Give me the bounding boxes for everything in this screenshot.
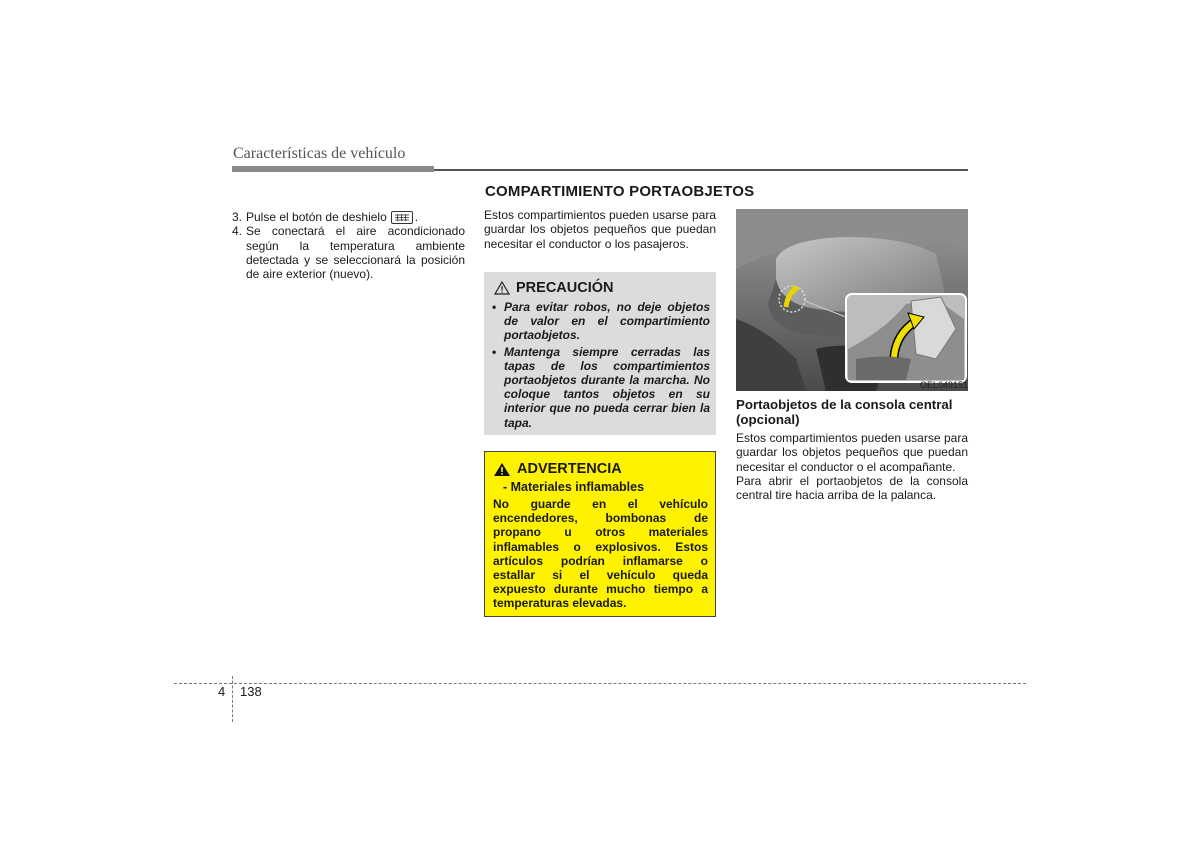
paragraph: Para abrir el portaobjetos de la consola central tire hacia arriba de la palanca. [736,473,968,503]
footer-divider [232,676,233,722]
list-text-end: . [414,210,419,224]
list-item [232,210,465,224]
caution-item: • Para evitar robos, no deje objetos de valor en el compartimiento portaobjetos. [490,300,710,343]
intro-paragraph: Estos compartimientos pueden usarse para guardar los objetos pequeños que puedan necesitar el conductor o los pasajeros. [484,208,716,251]
caution-title: PRECAUCIÓN [516,280,614,296]
warning-body: No guarde en el vehículo encendedores, bombonas de propano u otros materiales inflamables o explosivos. Estos artículos podrían inflamarse o estallar si el vehículo queda expuesto durante mucho tiempo a temperaturas elevadas. [493,497,708,611]
page-number: 138 [240,684,262,699]
footer-rule [174,683,1026,684]
image-code: OEL049151 [919,380,968,390]
warning-triangle-icon [494,281,510,295]
rear-defroster-icon [391,211,413,224]
header-bar [232,166,434,172]
section-title: Características de vehículo [233,145,406,162]
warning-box [484,451,716,617]
subsection-title: Portaobjetos de la consola central (opcional) [736,397,953,427]
header-rule [434,169,968,171]
list-item [232,224,465,281]
list-number: 4. [232,224,243,239]
list-number: 3. [232,210,243,224]
caution-box [484,272,716,435]
caution-heading [494,280,613,296]
caution-item: • Mantenga siempre cerradas las tapas de los compartimientos portaobjetos durante la marcha. No coloque tantos objetos en su interior que no pueda cerrar bien la tapa. [490,345,710,430]
console-photo [736,209,968,391]
paragraph: Estos compartimientos pueden usarse para guardar los objetos pequeños que puedan necesitar el conductor o el acompañante. [736,431,968,474]
chapter-number: 4 [218,684,226,699]
warning-heading [493,461,622,477]
warning-title: ADVERTENCIA [517,461,622,477]
left-column [232,210,465,282]
page-title: COMPARTIMIENTO PORTAOBJETOS [485,183,755,200]
caution-list [490,300,710,432]
list-text: Se conectará el aire acondicionado según la temperatura ambiente detectada y se seleccionará la posición de aire exterior (nuevo). [246,224,465,282]
warning-triangle-icon [493,462,511,477]
right-text [736,431,968,502]
warning-subtitle: - Materiales inflamables [503,480,645,494]
list-text: Pulse el botón de deshielo [246,210,387,224]
